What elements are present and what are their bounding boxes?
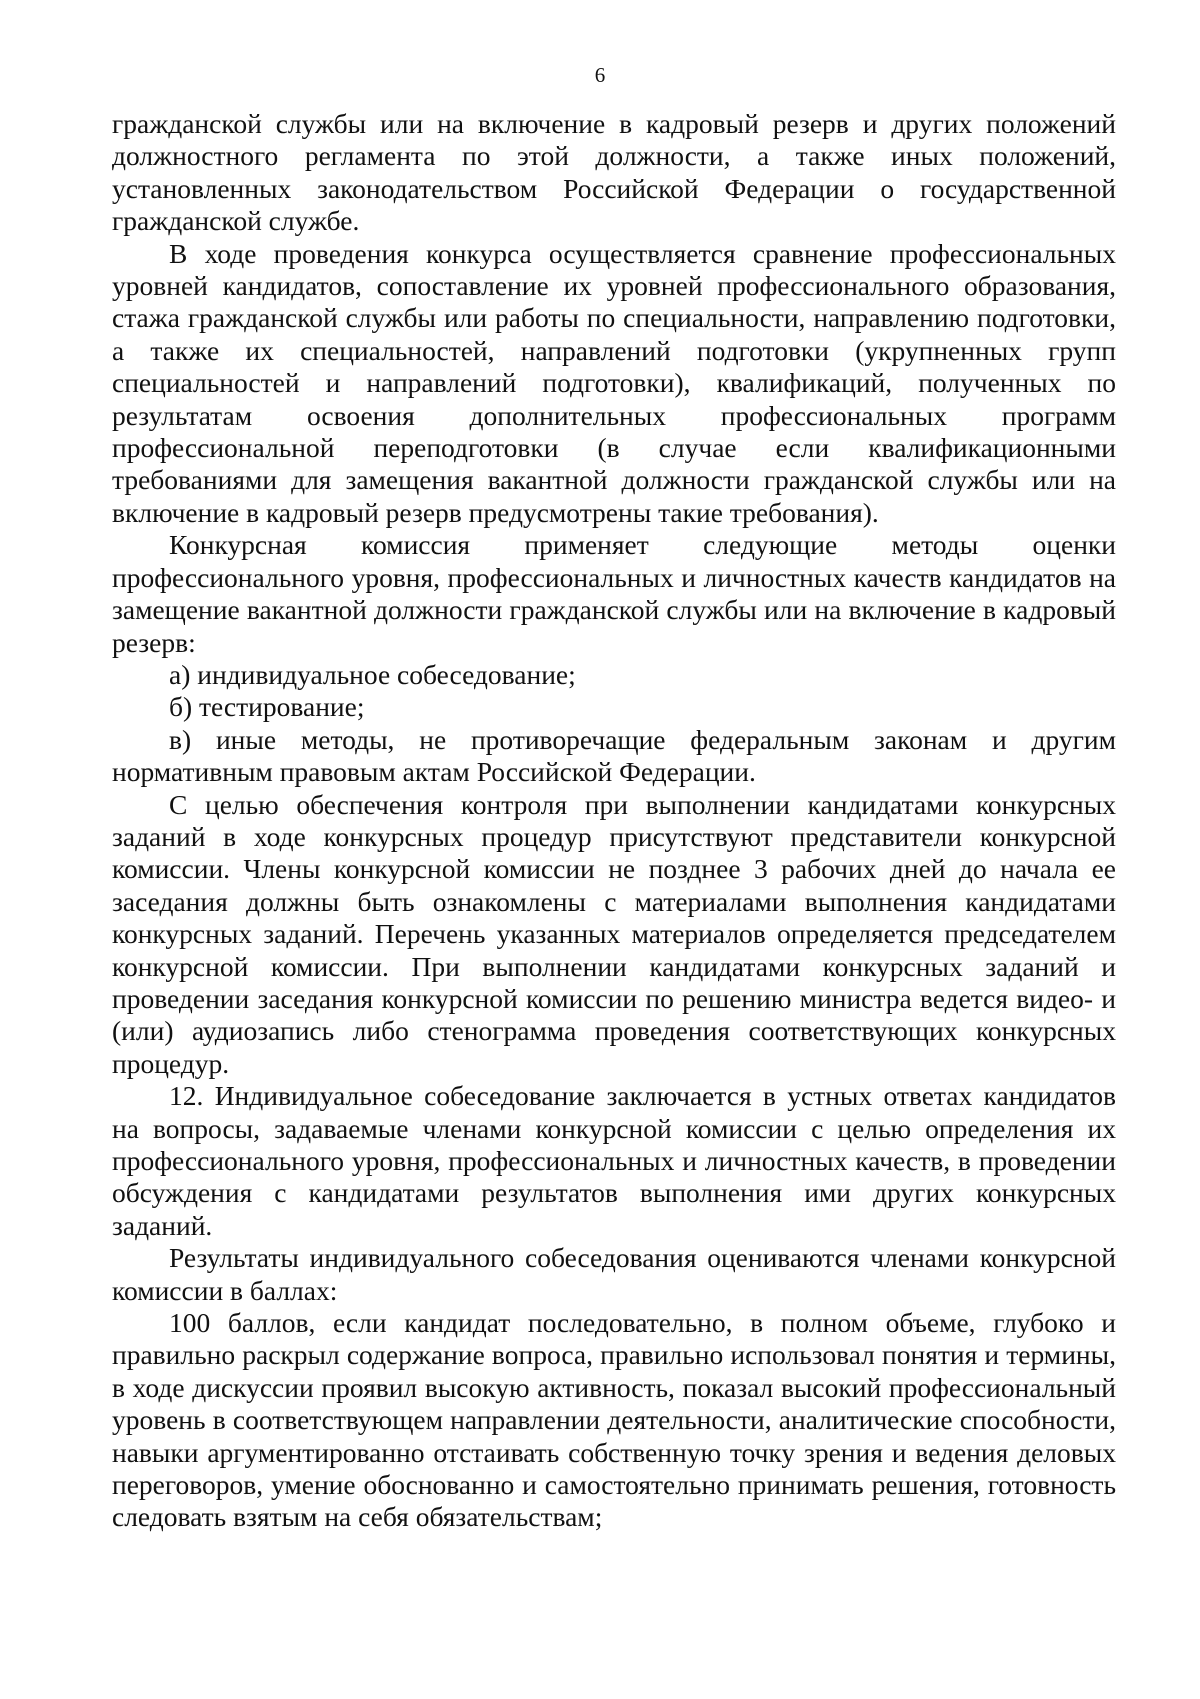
paragraph-continuation: гражданской службы или на включение в кадровый резерв и других положений должностного регламента по этой должности, а также иных положений, установленных законодательством Российской Федерации о государственной гражданской службе. — [112, 108, 1116, 237]
paragraph-control: С целью обеспечения контроля при выполнении кандидатами конкурсных заданий в ходе конкурсных процедур присутствуют представители конкурсной комиссии. Члены конкурсной комиссии не позднее 3 рабочих дней до начала ее заседания должны быть ознакомлены с материалами выполнения кандидатами конкурсных заданий. Перечень указанных материалов определяется председателем конкурсной комиссии. При выполнении кандидатами конкурсных заданий и проведении заседания конкурсной комиссии по решению министра ведется видео- и (или) аудиозапись либо стенограмма проведения соответствующих конкурсных процедур. — [112, 788, 1116, 1079]
paragraph-interview-results: Результаты индивидуального собеседования оцениваются членами конкурсной комиссии в баллах: — [112, 1242, 1116, 1306]
paragraph-evaluation-methods: Конкурсная комиссия применяет следующие методы оценки профессионального уровня, профессиональных и личностных качеств кандидатов на замещение вакантной должности гражданской службы или на включение в кадровый резерв: — [112, 529, 1116, 658]
page-number: 6 — [594, 63, 606, 87]
document-body — [112, 108, 1116, 1534]
paragraph-100-points: 100 баллов, если кандидат последовательно, в полном объеме, глубоко и правильно раскрыл содержание вопроса, правильно использовал понятия и термины, в ходе дискуссии проявил высокую активность, показал высокий профессиональный уровень в соответствующем направлении деятельности, аналитические способности, навыки аргументированно отстаивать собственную точку зрения и ведения деловых переговоров, умение обоснованно и самостоятельно принимать решения, готовность следовать взятым на себя обязательствам; — [112, 1307, 1116, 1533]
paragraph-12-interview: 12. Индивидуальное собеседование заключается в устных ответах кандидатов на вопросы, задаваемые членами конкурсной комиссии с целью определения их профессионального уровня, профессиональных и личностных качеств, в проведении обсуждения с кандидатами результатов выполнения ими других конкурсных заданий. — [112, 1080, 1116, 1241]
paragraph-competition-comparison: В ходе проведения конкурса осуществляется сравнение профессиональных уровней кандидатов, сопоставление их уровней профессионального образования, стажа гражданской службы или работы по специальности, направлению подготовки, а также их специальностей, направлений подготовки (укрупненных групп специальностей и направлений подготовки), квалификаций, полученных по результатам освоения дополнительных профессиональных программ профессиональной переподготовки (в случае если квалификационными требованиями для замещения вакантной должности гражданской службы или на включение в кадровый резерв предусмотрены такие требования). — [112, 237, 1116, 528]
list-item-testing: б) тестирование; — [169, 691, 365, 723]
list-item-other-methods: в) иные методы, не противоречащие федеральным законам и другим нормативным правовым актам Российской Федерации. — [112, 723, 1116, 788]
list-item-interview: а) индивидуальное собеседование; — [169, 658, 576, 690]
